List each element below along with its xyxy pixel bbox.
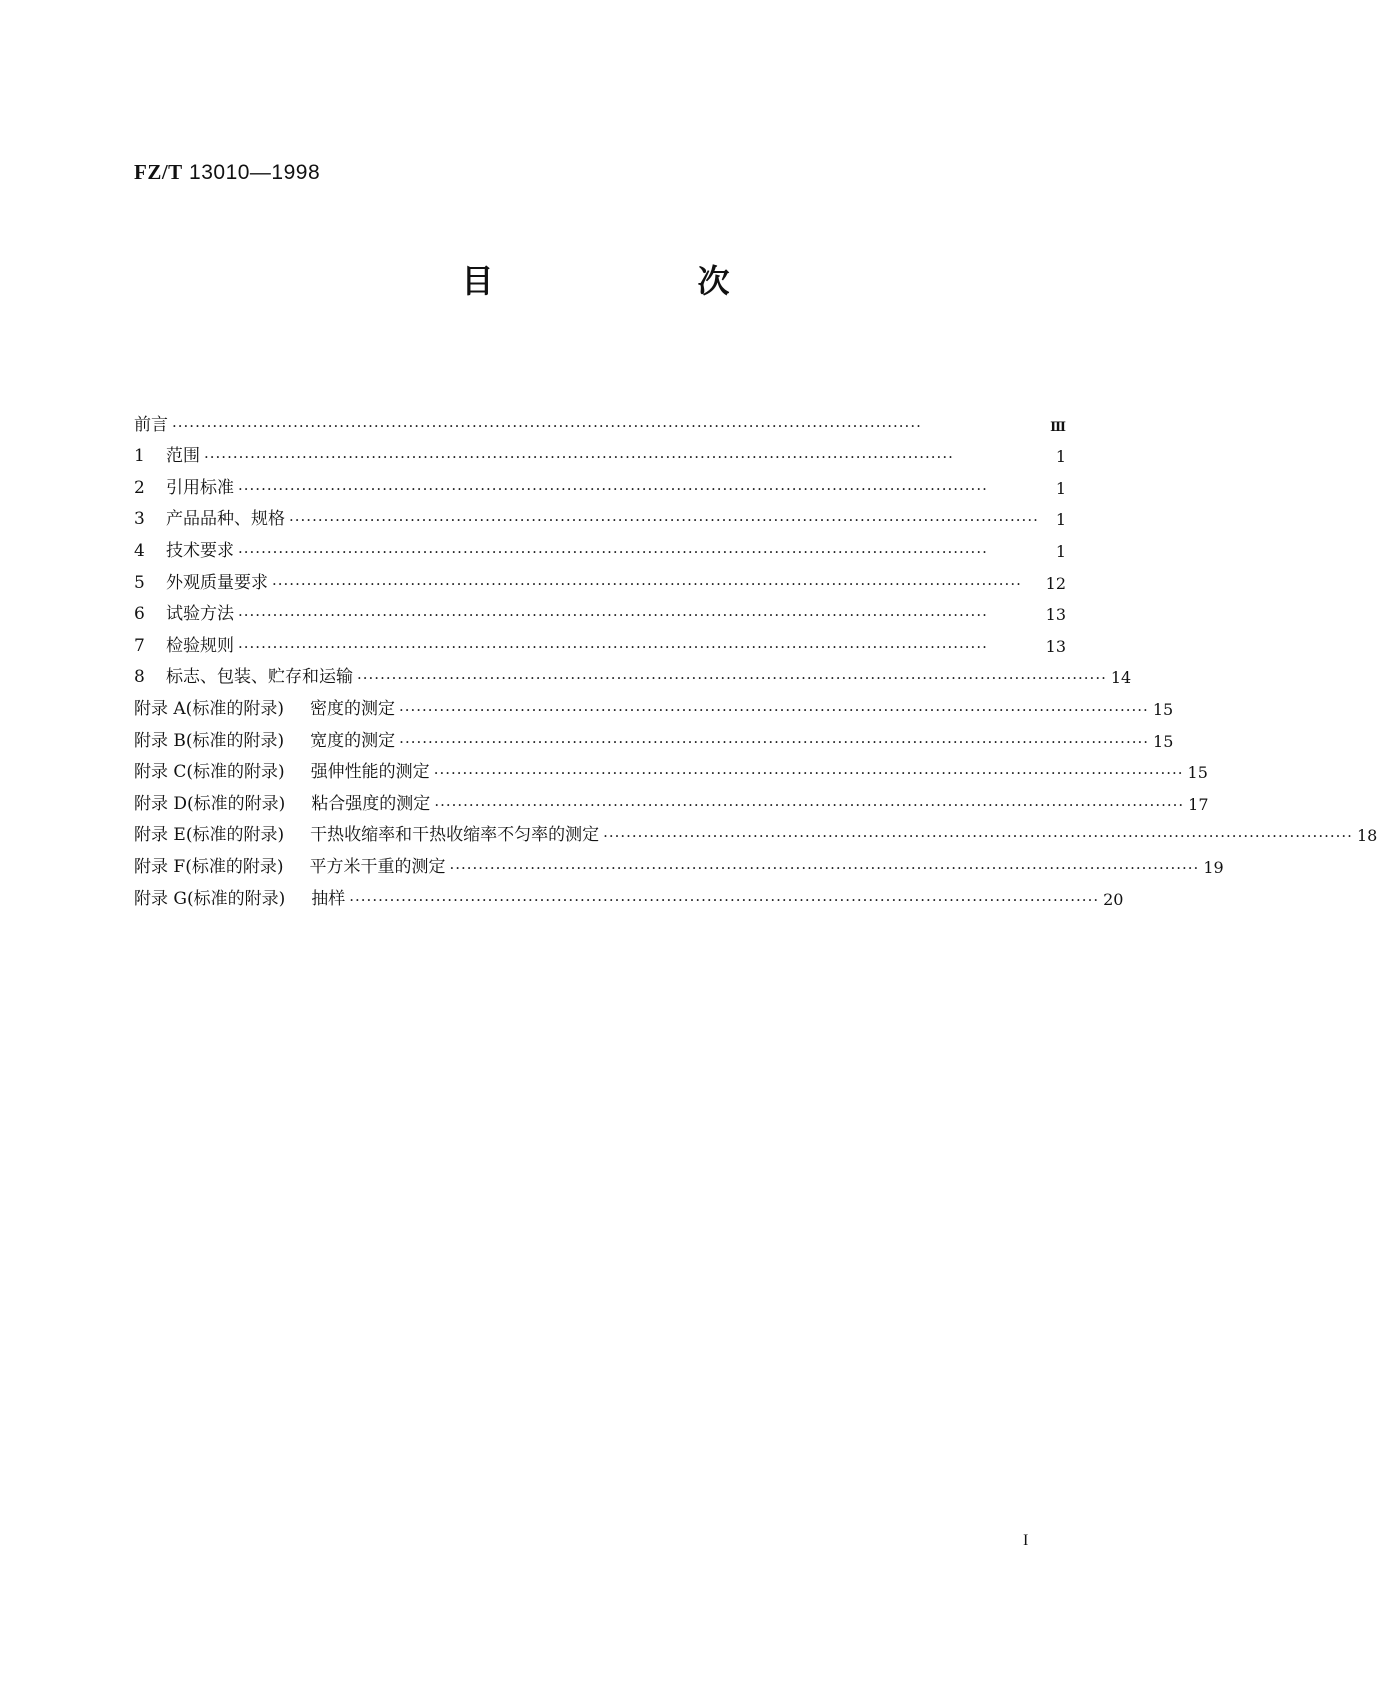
toc-entry-subtitle: 干热收缩率和干热收缩率不匀率的测定 bbox=[310, 825, 600, 846]
dot-leader: ·································································································································· bbox=[204, 448, 954, 467]
toc-entry-page: Ⅲ bbox=[1050, 419, 1066, 435]
toc-entry-label: 试验方法 bbox=[166, 604, 234, 625]
toc-entry-section-1[interactable] bbox=[134, 435, 1066, 467]
toc-entry-page: 15 bbox=[1152, 699, 1174, 719]
toc-entry-section-2[interactable] bbox=[134, 466, 1066, 498]
dot-leader: ·································································································································· bbox=[357, 669, 1107, 688]
dot-leader: ·································································································································· bbox=[238, 479, 988, 498]
dot-leader: ·································································································································· bbox=[449, 858, 1200, 877]
toc-entry-appendix-b[interactable] bbox=[134, 719, 1174, 751]
toc-title: 目 次 bbox=[461, 262, 816, 300]
table-of-contents bbox=[134, 403, 1377, 909]
toc-entry-label: 范围 bbox=[166, 446, 200, 467]
toc-entry-subtitle: 宽度的测定 bbox=[310, 730, 396, 751]
toc-entry-label: 附录 D(标准的附录) bbox=[134, 793, 286, 814]
toc-entry-appendix-a[interactable] bbox=[134, 687, 1174, 719]
toc-entry-page: 15 bbox=[1153, 731, 1174, 751]
toc-entry-page: 1 bbox=[1055, 447, 1066, 467]
dot-leader: ·································································································································· bbox=[238, 542, 988, 561]
toc-entry-page: 14 bbox=[1110, 668, 1132, 688]
toc-entry-page: 13 bbox=[1045, 605, 1066, 625]
dot-leader: ·································································································································· bbox=[398, 700, 1149, 719]
toc-entry-page: 1 bbox=[1055, 510, 1066, 530]
toc-entry-number: 1 bbox=[134, 446, 145, 467]
toc-entry-label: 附录 C(标准的附录) bbox=[134, 762, 285, 783]
dot-leader: ·································································································································· bbox=[603, 827, 1353, 846]
toc-entry-label: 外观质量要求 bbox=[166, 572, 268, 593]
toc-entry-section-4[interactable] bbox=[134, 529, 1066, 561]
toc-entry-subtitle: 密度的测定 bbox=[309, 698, 395, 719]
page-number: I bbox=[1023, 1532, 1029, 1549]
toc-entry-label: 检验规则 bbox=[166, 635, 234, 656]
toc-entry-section-5[interactable] bbox=[134, 561, 1066, 593]
toc-entry-page: 1 bbox=[1055, 541, 1066, 561]
dot-leader: ·································································································································· bbox=[172, 416, 922, 435]
toc-entry-label: 附录 F(标准的附录) bbox=[134, 856, 284, 877]
toc-entry-label: 附录 B(标准的附录) bbox=[134, 730, 285, 751]
toc-entry-label: 附录 E(标准的附录) bbox=[134, 825, 285, 846]
toc-entry-section-7[interactable] bbox=[134, 624, 1066, 656]
standard-code bbox=[134, 160, 320, 185]
toc-entry-number: 7 bbox=[134, 635, 145, 656]
toc-entry-page: 18 bbox=[1356, 826, 1377, 846]
standard-number: 13010—1998 bbox=[189, 161, 321, 184]
dot-leader: ·································································································································· bbox=[238, 606, 988, 625]
toc-entry-page: 20 bbox=[1103, 889, 1124, 909]
toc-entry-subtitle: 粘合强度的测定 bbox=[311, 793, 431, 814]
toc-entry-label: 引用标准 bbox=[166, 477, 234, 498]
toc-entry-label: 附录 A(标准的附录) bbox=[134, 698, 284, 719]
toc-entry-number: 8 bbox=[134, 667, 145, 688]
toc-entry-subtitle: 强伸性能的测定 bbox=[310, 762, 430, 783]
dot-leader: ·································································································································· bbox=[349, 890, 1100, 909]
standard-prefix: FZ/T bbox=[134, 160, 183, 184]
dot-leader: ·································································································································· bbox=[399, 732, 1150, 751]
toc-entry-subtitle: 平方米干重的测定 bbox=[309, 856, 446, 877]
toc-entry-number: 3 bbox=[134, 509, 145, 530]
toc-entry-appendix-f[interactable] bbox=[134, 845, 1224, 877]
toc-entry-page: 19 bbox=[1203, 857, 1224, 877]
toc-entry-page: 12 bbox=[1045, 573, 1066, 593]
toc-entry-number: 2 bbox=[134, 477, 145, 498]
toc-entry-page: 15 bbox=[1187, 763, 1208, 783]
toc-entry-section-6[interactable] bbox=[134, 593, 1066, 625]
toc-entry-section-3[interactable] bbox=[134, 498, 1066, 530]
toc-entry-label: 标志、包装、贮存和运输 bbox=[166, 667, 353, 688]
toc-entry-label: 附录 G(标准的附录) bbox=[134, 888, 286, 909]
dot-leader: ·································································································································· bbox=[434, 795, 1185, 814]
toc-entry-appendix-c[interactable] bbox=[134, 751, 1208, 783]
toc-entry-preface[interactable] bbox=[134, 403, 1066, 435]
toc-entry-subtitle: 抽样 bbox=[311, 888, 346, 909]
toc-entry-appendix-g[interactable] bbox=[134, 877, 1124, 909]
toc-entry-label: 技术要求 bbox=[166, 540, 234, 561]
toc-entry-section-8[interactable] bbox=[134, 656, 1132, 688]
toc-entry-appendix-e[interactable] bbox=[134, 814, 1377, 846]
toc-entry-number: 6 bbox=[134, 604, 145, 625]
toc-entry-number: 4 bbox=[134, 540, 145, 561]
toc-entry-page: 1 bbox=[1055, 478, 1066, 498]
dot-leader: ·································································································································· bbox=[238, 637, 988, 656]
toc-entry-appendix-d[interactable] bbox=[134, 782, 1209, 814]
dot-leader: ·································································································································· bbox=[289, 511, 1039, 530]
toc-entry-page: 17 bbox=[1188, 794, 1209, 814]
dot-leader: ·································································································································· bbox=[433, 764, 1184, 783]
dot-leader: ·································································································································· bbox=[272, 574, 1022, 593]
toc-entry-number: 5 bbox=[134, 572, 145, 593]
toc-entry-label: 产品品种、规格 bbox=[166, 509, 285, 530]
toc-entry-label: 前言 bbox=[134, 414, 168, 435]
toc-entry-page: 13 bbox=[1045, 636, 1066, 656]
